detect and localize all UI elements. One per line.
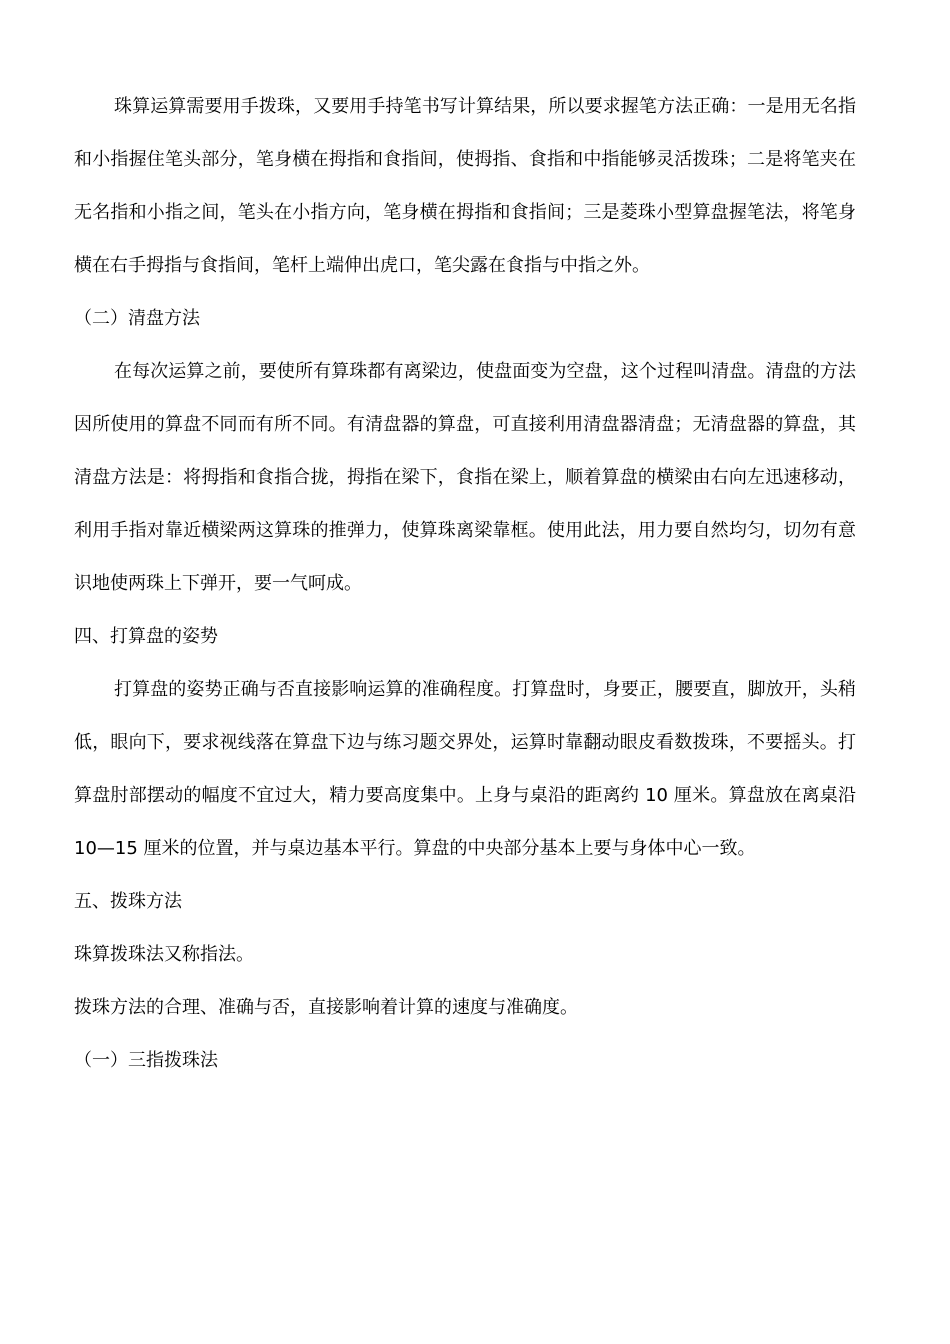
paragraph-fingering-importance: 拨珠方法的合理、准确与否，直接影响着计算的速度与准确度。 [74, 997, 578, 1018]
section-heading-three-finger: （一）三指拨珠法 [74, 1050, 218, 1071]
paragraph-fingering-name: 珠算拨珠法又称指法。 [74, 944, 254, 965]
paragraph-pen-grip: 珠算运算需要用手拨珠，又要用手持笔书写计算结果，所以要求握笔方法正确：一是用无名指和小指握住笔头部分，笔身横在拇指和食指间，使拇指、食指和中指能够灵活拨珠；二是将笔夹在无名指和小指之间，笔头在小指方向，笔身横在拇指和食指间；三是菱珠小型算盘握笔法，将笔身横在右手拇指与食指间，笔杆上端伸出虎口，笔尖露在食指与中指之外。 [74, 96, 856, 276]
paragraph-clear-board: 在每次运算之前，要使所有算珠都有离梁边，使盘面变为空盘，这个过程叫清盘。清盘的方法因所使用的算盘不同而有所不同。有清盘器的算盘，可直接利用清盘器清盘；无清盘器的算盘，其清盘方法是：将拇指和食指合拢，拇指在梁下，食指在梁上，顺着算盘的横梁由右向左迅速移动，利用手指对靠近横梁两这算珠的推弹力，使算珠离梁靠框。使用此法，用力要自然均匀，切勿有意识地使两珠上下弹开，要一气呵成。 [74, 361, 856, 594]
section-heading-posture: 四、打算盘的姿势 [74, 626, 218, 647]
document-body [74, 80, 856, 1087]
section-heading-bead-method: 五、拨珠方法 [74, 891, 182, 912]
paragraph-posture: 打算盘的姿势正确与否直接影响运算的准确程度。打算盘时，身要正，腰要直，脚放开，头稍低，眼向下，要求视线落在算盘下边与练习题交界处，运算时靠翻动眼皮看数拨珠，不要摇头。打算盘肘部摆动的幅度不宜过大，精力要高度集中。上身与桌沿的距离约 10 厘米。算盘放在离桌沿 10—15 厘米的位置，并与桌边基本平行。算盘的中央部分基本上要与身体中心一致。 [74, 679, 856, 859]
section-heading-clear-board: （二）清盘方法 [74, 308, 200, 329]
